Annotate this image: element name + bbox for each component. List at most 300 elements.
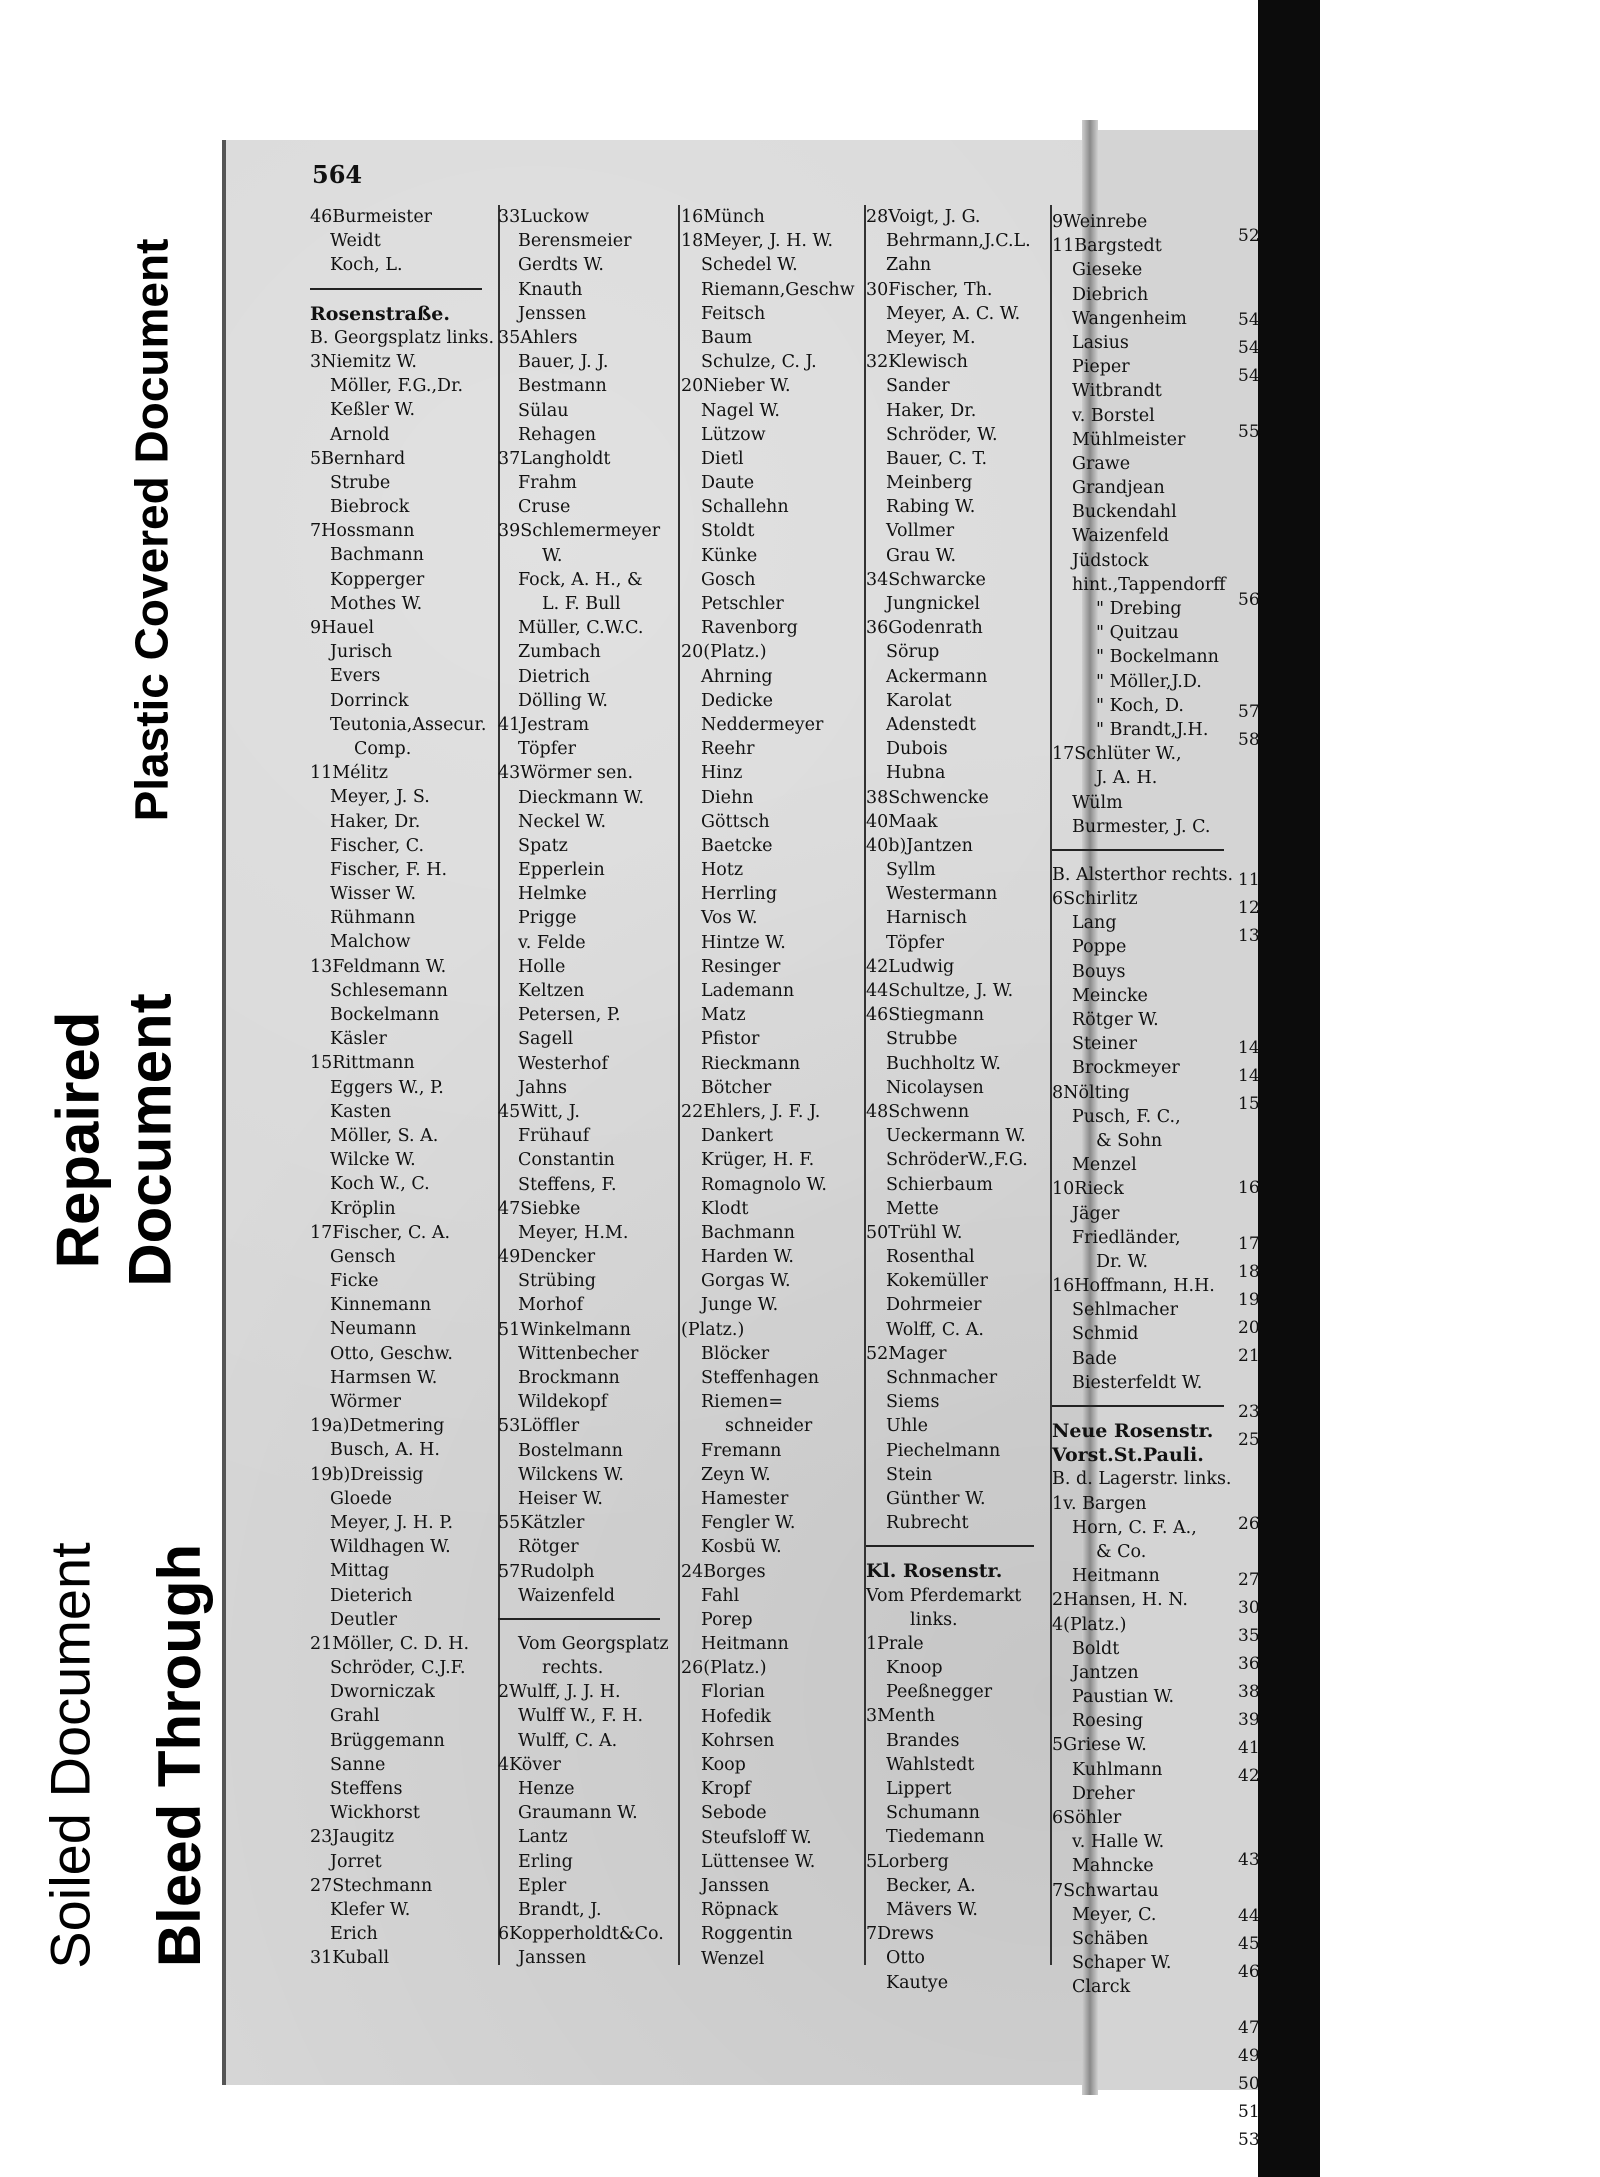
directory-entry: 5Lorberg bbox=[866, 1851, 949, 1872]
directory-entry: 3Niemitz W. bbox=[310, 351, 417, 372]
directory-entry: Herrling bbox=[701, 884, 778, 905]
directory-entry: Morhof bbox=[518, 1295, 584, 1316]
directory-entry: Töpfer bbox=[886, 932, 944, 953]
directory-entry: Heiser W. bbox=[518, 1488, 603, 1509]
stub-entry bbox=[1238, 670, 1282, 698]
directory-entry: Baum bbox=[701, 327, 753, 348]
directory-entry: Piechelmann bbox=[886, 1440, 1001, 1461]
directory-entry: Wenzel bbox=[701, 1948, 765, 1969]
directory-entry: 27Stechmann bbox=[310, 1875, 433, 1896]
directory-entry: Burmester, J. C. bbox=[1072, 816, 1211, 837]
stub-entry: 36 bbox=[1238, 1654, 1260, 1674]
directory-entry: 16Hoffmann, H.H. bbox=[1052, 1276, 1215, 1297]
directory-entry: Wickhorst bbox=[330, 1803, 420, 1824]
stub-entry bbox=[1238, 1202, 1282, 1230]
directory-entry: Brandt, J. bbox=[518, 1899, 602, 1920]
soiled-document-text: Soiled Document bbox=[38, 1541, 102, 1969]
directory-entry: Schedel W. bbox=[701, 255, 798, 276]
directory-entry: links. bbox=[910, 1609, 958, 1630]
directory-entry: 33Luckow bbox=[498, 207, 590, 227]
directory-entry: Hofedik bbox=[701, 1706, 772, 1727]
stub-entry bbox=[1238, 1118, 1282, 1146]
stub-entry bbox=[1238, 782, 1282, 810]
stub-entry: 43 bbox=[1238, 1850, 1260, 1870]
directory-entry: Kohrsen bbox=[701, 1730, 775, 1751]
directory-entry: Sülau bbox=[518, 400, 569, 421]
directory-entry: Bestmann bbox=[518, 376, 607, 397]
directory-entry: Jantzen bbox=[1072, 1662, 1139, 1683]
plastic-covered-label bbox=[96, 180, 206, 880]
directory-entry: Mahncke bbox=[1072, 1856, 1154, 1877]
directory-entry: Pusch, F. C., bbox=[1072, 1106, 1181, 1127]
directory-entry: Rabing W. bbox=[886, 497, 976, 518]
directory-entry: 15Rittmann bbox=[310, 1053, 415, 1074]
directory-entry: Wolff, C. A. bbox=[886, 1319, 984, 1340]
directory-entry: 49Dencker bbox=[498, 1247, 596, 1268]
stub-entry bbox=[1238, 1538, 1282, 1566]
directory-entry: 9Hauel bbox=[310, 618, 375, 638]
directory-entry: Bachmann bbox=[330, 545, 424, 566]
directory-entry: Janssen bbox=[518, 1948, 587, 1969]
directory-entry: Westermann bbox=[886, 884, 998, 905]
directory-entry: Riemen= bbox=[701, 1392, 784, 1413]
stub-entry: 27 bbox=[1238, 1570, 1260, 1590]
directory-entry: Brockmeyer bbox=[1072, 1058, 1180, 1079]
directory-entry: Sörup bbox=[886, 642, 940, 663]
directory-entry: Biebrock bbox=[330, 497, 410, 518]
stub-entry: 14 bbox=[1238, 1066, 1260, 1086]
directory-entry: 55Kätzler bbox=[498, 1513, 585, 1534]
stub-entry bbox=[1238, 502, 1282, 530]
directory-entry: Jorret bbox=[330, 1851, 382, 1872]
directory-entry: Stoldt bbox=[701, 521, 755, 542]
directory-entry: 3Menth bbox=[866, 1706, 935, 1727]
directory-entry: 52Mager bbox=[866, 1343, 947, 1364]
directory-entry: 26(Platz.) bbox=[681, 1658, 767, 1679]
directory-entry: v. Halle W. bbox=[1072, 1832, 1165, 1853]
directory-entry: Pieper bbox=[1072, 357, 1130, 378]
directory-entry: 44Schultze, J. W. bbox=[866, 981, 1014, 1001]
stub-entry bbox=[1238, 642, 1282, 670]
directory-entry: Steiner bbox=[1072, 1034, 1137, 1055]
stub-entry: 15 bbox=[1238, 1094, 1260, 1114]
directory-entry: " Bockelmann bbox=[1096, 647, 1219, 668]
directory-entry: Junge W. bbox=[701, 1295, 779, 1316]
directory-entry: Lippert bbox=[886, 1779, 952, 1799]
directory-entry: 13Feldmann W. bbox=[310, 956, 447, 977]
directory-entry: Schallehn bbox=[701, 497, 789, 518]
directory-entry: 2Wulff, J. J. H. bbox=[498, 1682, 621, 1703]
directory-entry: 6Söhler bbox=[1052, 1808, 1122, 1828]
stub-entry bbox=[1238, 1454, 1282, 1482]
directory-entry: Mävers W. bbox=[886, 1899, 978, 1920]
directory-entry: Meyer, M. bbox=[886, 327, 976, 348]
stub-entry: 30 bbox=[1238, 1598, 1260, 1618]
directory-entry: Baetcke bbox=[701, 835, 773, 856]
directory-entry: Feitsch bbox=[701, 303, 766, 324]
directory-entry: Künke bbox=[701, 545, 758, 566]
directory-entry: Lang bbox=[1072, 913, 1117, 934]
directory-entry: Günther W. bbox=[886, 1488, 986, 1509]
directory-entry: Wilcke W. bbox=[330, 1150, 416, 1171]
stub-entry bbox=[1238, 1146, 1282, 1174]
directory-entry: Lützow bbox=[701, 424, 766, 445]
directory-entry: Buckendahl bbox=[1072, 502, 1177, 523]
directory-entry: Dietrich bbox=[518, 666, 591, 687]
directory-entry: Teutonia,Assecur. bbox=[330, 714, 487, 735]
directory-entry: Grahl bbox=[330, 1706, 380, 1727]
directory-entry: 39Schlemermeyer bbox=[498, 521, 661, 542]
stub-entry bbox=[1238, 390, 1282, 418]
directory-entry: Haker, Dr. bbox=[886, 400, 977, 421]
directory-entry: Meyer, A. C. W. bbox=[886, 303, 1021, 324]
stub-entry: 18 bbox=[1238, 1262, 1260, 1282]
directory-entry: Lademann bbox=[701, 981, 795, 1001]
stub-entry bbox=[1238, 278, 1282, 306]
directory-entry: Gosch bbox=[701, 569, 756, 590]
directory-entry: Jüdstock bbox=[1072, 550, 1149, 571]
directory-entry: Daute bbox=[701, 473, 755, 494]
directory-entry: Epler bbox=[518, 1875, 567, 1896]
directory-entry: Frahm bbox=[518, 473, 577, 494]
directory-entry: Cruse bbox=[518, 497, 571, 518]
stub-entry bbox=[1238, 558, 1282, 586]
directory-entry: Kokemüller bbox=[886, 1271, 988, 1292]
directory-entry: Göttsch bbox=[701, 811, 770, 832]
directory-entry: Meyer, J. H. P. bbox=[330, 1512, 454, 1533]
directory-entry: Janssen bbox=[701, 1875, 770, 1896]
stub-entry: 16 bbox=[1238, 1178, 1260, 1198]
directory-entry: Wittenbecher bbox=[518, 1343, 639, 1364]
directory-entry: Rosenthal bbox=[886, 1247, 975, 1268]
directory-entry: 11Mélitz bbox=[310, 763, 388, 784]
directory-entry: Boldt bbox=[1072, 1638, 1120, 1659]
directory-column-4 bbox=[866, 205, 1052, 1995]
directory-entry: 45Witt, J. bbox=[498, 1101, 580, 1122]
directory-entry: Jäger bbox=[1072, 1203, 1120, 1224]
directory-entry: Mittag bbox=[330, 1561, 390, 1582]
directory-entry: 51Winkelmann bbox=[498, 1319, 631, 1340]
directory-entry: Ackermann bbox=[886, 666, 988, 687]
directory-entry: Lantz bbox=[518, 1827, 568, 1848]
directory-entry: Knoop bbox=[886, 1658, 943, 1679]
directory-entry: 28Voigt, J. G. bbox=[866, 207, 981, 227]
directory-entry: Schulze, C. J. bbox=[701, 352, 817, 373]
directory-entry: Haker, Dr. bbox=[330, 811, 421, 832]
directory-entry: 41Jestram bbox=[498, 714, 590, 735]
stub-entry: 54 bbox=[1238, 366, 1260, 386]
directory-entry: Bostelmann bbox=[518, 1440, 623, 1461]
directory-entry: Bauer, J. J. bbox=[518, 352, 609, 373]
directory-entry: " Koch, D. bbox=[1096, 695, 1184, 716]
directory-entry: Rehagen bbox=[518, 424, 597, 445]
directory-entry: Schröder, C.J.F. bbox=[330, 1658, 466, 1679]
facing-page-stub bbox=[1238, 222, 1282, 2154]
stub-entry bbox=[1238, 838, 1282, 866]
directory-entry: Jenssen bbox=[518, 303, 587, 324]
directory-entry: Harmsen W. bbox=[330, 1367, 438, 1388]
directory-entry: Florian bbox=[701, 1682, 765, 1703]
directory-entry: v. Felde bbox=[518, 932, 586, 953]
section-rule bbox=[498, 1618, 660, 1632]
directory-entry: Sagell bbox=[518, 1029, 574, 1050]
column-divider bbox=[678, 205, 680, 1965]
stub-entry bbox=[1238, 446, 1282, 474]
directory-column-3 bbox=[681, 205, 864, 1971]
directory-entry: Busch, A. H. bbox=[330, 1440, 440, 1461]
directory-entry: Dr. W. bbox=[1096, 1251, 1149, 1272]
directory-entry: Kropf bbox=[701, 1779, 751, 1800]
directory-entry: Meyer, J. S. bbox=[330, 787, 430, 808]
directory-entry: Ueckermann W. bbox=[886, 1126, 1026, 1147]
directory-entry: 43Wörmer sen. bbox=[498, 763, 634, 784]
directory-entry: Petschler bbox=[701, 594, 784, 614]
directory-entry: Ficke bbox=[330, 1271, 379, 1292]
directory-entry: Wisser W. bbox=[330, 884, 417, 905]
directory-entry: Vorst.St.Pauli. bbox=[1052, 1444, 1204, 1467]
directory-entry: Dieterich bbox=[330, 1585, 413, 1606]
stub-entry: 49 bbox=[1238, 2046, 1260, 2066]
directory-entry: 6Kopperholdt&Co. bbox=[498, 1924, 664, 1945]
directory-entry: 47Siebke bbox=[498, 1198, 581, 1219]
directory-entry: Kinnemann bbox=[330, 1295, 432, 1316]
directory-entry: Müller, C.W.C. bbox=[518, 618, 644, 639]
directory-entry: 4(Platz.) bbox=[1052, 1614, 1127, 1635]
directory-entry: & Sohn bbox=[1096, 1130, 1163, 1151]
stub-entry: 20 bbox=[1238, 1318, 1260, 1338]
stub-entry: 13 bbox=[1238, 926, 1260, 946]
directory-entry: Fremann bbox=[701, 1440, 782, 1461]
directory-entry: Sebode bbox=[701, 1803, 767, 1824]
directory-entry: Westerhof bbox=[518, 1053, 608, 1074]
directory-entry: Meyer, C. bbox=[1072, 1904, 1157, 1925]
stub-entry: 45 bbox=[1238, 1934, 1260, 1954]
directory-entry: Töpfer bbox=[518, 739, 576, 760]
directory-entry: 5Bernhard bbox=[310, 448, 406, 469]
directory-entry: Clarck bbox=[1072, 1977, 1131, 1998]
directory-entry: Bockelmann bbox=[330, 1005, 440, 1025]
directory-entry: Möller, F.G.,Dr. bbox=[330, 376, 464, 397]
directory-entry: Witbrandt bbox=[1072, 381, 1162, 402]
directory-entry: Wildekopf bbox=[518, 1392, 608, 1413]
directory-entry: Koop bbox=[701, 1755, 746, 1775]
stub-entry: 47 bbox=[1238, 2018, 1260, 2038]
stub-entry: 56 bbox=[1238, 590, 1260, 610]
stub-entry: 23 bbox=[1238, 1402, 1260, 1422]
directory-entry: Schumann bbox=[886, 1803, 980, 1824]
stub-entry: 52 bbox=[1238, 226, 1260, 246]
directory-entry: Otto bbox=[886, 1948, 925, 1969]
stub-entry: 57 bbox=[1238, 702, 1260, 722]
directory-entry: Dohrmeier bbox=[886, 1295, 982, 1316]
directory-entry: Hotz bbox=[701, 860, 744, 881]
directory-entry: Friedländer, bbox=[1072, 1227, 1181, 1248]
directory-entry: Menzel bbox=[1072, 1155, 1137, 1176]
directory-entry: Graumann W. bbox=[518, 1803, 638, 1824]
directory-entry: Comp. bbox=[354, 738, 412, 759]
stub-entry bbox=[1238, 1370, 1282, 1398]
directory-entry: Meyer, H.M. bbox=[518, 1222, 629, 1243]
directory-entry: Strubbe bbox=[886, 1029, 958, 1050]
directory-entry: Keltzen bbox=[518, 981, 585, 1001]
stub-entry: 54 bbox=[1238, 338, 1260, 358]
directory-entry: Jurisch bbox=[330, 642, 393, 663]
directory-entry: B. Georgsplatz links. bbox=[310, 327, 495, 348]
directory-entry: Brockmann bbox=[518, 1368, 620, 1388]
stub-entry: 21 bbox=[1238, 1346, 1260, 1366]
directory-entry: 1Prale bbox=[866, 1633, 924, 1654]
directory-entry: 35Ahlers bbox=[498, 327, 578, 348]
directory-entry: Peeßnegger bbox=[886, 1682, 993, 1703]
directory-entry: Matz bbox=[701, 1005, 746, 1026]
stub-entry: 55 bbox=[1238, 422, 1260, 442]
directory-column-2 bbox=[498, 205, 678, 1971]
stub-entry: 41 bbox=[1238, 1738, 1260, 1758]
directory-entry: Fischer, F. H. bbox=[330, 859, 448, 880]
directory-entry: Grandjean bbox=[1072, 478, 1165, 499]
directory-entry: Uhle bbox=[886, 1416, 928, 1437]
directory-entry: Heitmann bbox=[701, 1634, 789, 1655]
stub-entry: 25 bbox=[1238, 1430, 1260, 1450]
directory-entry: 7Drews bbox=[866, 1924, 934, 1945]
directory-entry: " Möller,J.D. bbox=[1096, 671, 1202, 692]
directory-entry: Vos W. bbox=[701, 908, 758, 929]
directory-entry: Meinberg bbox=[886, 473, 973, 494]
directory-entry: Poppe bbox=[1072, 937, 1127, 958]
directory-entry: 18Meyer, J. H. W. bbox=[681, 231, 834, 252]
directory-entry: Wildhagen W. bbox=[330, 1537, 451, 1558]
directory-entry: Biesterfeldt W. bbox=[1072, 1372, 1203, 1393]
stub-entry: 17 bbox=[1238, 1234, 1260, 1254]
directory-entry: Bouys bbox=[1072, 961, 1126, 982]
directory-entry: rechts. bbox=[542, 1658, 604, 1679]
directory-entry: Gloede bbox=[330, 1488, 393, 1509]
directory-entry: 11Bargstedt bbox=[1052, 236, 1162, 257]
directory-entry: Fahl bbox=[701, 1585, 740, 1606]
directory-entry: Reehr bbox=[701, 739, 755, 760]
directory-entry: Resinger bbox=[701, 956, 781, 977]
directory-entry: 19b)Dreissig bbox=[310, 1464, 424, 1485]
directory-entry: Buchholtz W. bbox=[886, 1053, 1001, 1074]
directory-entry: Knauth bbox=[518, 279, 583, 300]
directory-entry: Gieseke bbox=[1072, 260, 1143, 281]
directory-entry: Wörmer bbox=[330, 1392, 402, 1412]
directory-entry: Möller, S. A. bbox=[330, 1125, 439, 1146]
directory-entry: Strübing bbox=[518, 1271, 596, 1292]
directory-entry: Eggers W., P. bbox=[330, 1077, 444, 1098]
directory-entry: Sehlmacher bbox=[1072, 1300, 1179, 1321]
directory-entry: Brüggemann bbox=[330, 1730, 445, 1751]
directory-entry: Henze bbox=[518, 1779, 575, 1799]
directory-entry: Heitmann bbox=[1072, 1566, 1160, 1587]
directory-entry: Schröder, W. bbox=[886, 424, 998, 445]
directory-entry: 16Münch bbox=[681, 207, 765, 227]
stub-entry: 11 bbox=[1238, 870, 1260, 890]
directory-entry: Dietl bbox=[701, 448, 744, 469]
directory-entry: 17Fischer, C. A. bbox=[310, 1222, 451, 1243]
directory-entry: Fischer, C. bbox=[330, 835, 425, 856]
directory-entry: 19a)Detmering bbox=[310, 1416, 445, 1437]
directory-entry: Dubois bbox=[886, 739, 948, 760]
stub-entry: 44 bbox=[1238, 1906, 1260, 1926]
directory-entry: Lüttensee W. bbox=[701, 1851, 816, 1872]
directory-entry: Frühauf bbox=[518, 1126, 590, 1147]
directory-entry: Blöcker bbox=[701, 1343, 770, 1364]
stub-entry bbox=[1238, 1006, 1282, 1034]
directory-entry: Lasius bbox=[1072, 332, 1129, 353]
directory-entry: Sander bbox=[886, 376, 950, 397]
stub-entry: 38 bbox=[1238, 1682, 1260, 1702]
directory-entry: & Co. bbox=[1096, 1541, 1147, 1562]
directory-entry: " Drebing bbox=[1096, 599, 1182, 619]
plastic-covered-text: Plastic Covered Document bbox=[125, 238, 177, 822]
directory-entry: Strube bbox=[330, 472, 391, 493]
repaired-document-label bbox=[20, 860, 210, 1420]
directory-column-1 bbox=[310, 205, 500, 1971]
directory-entry: Roggentin bbox=[701, 1924, 793, 1945]
directory-entry: Syllm bbox=[886, 860, 936, 881]
directory-entry: Krüger, H. F. bbox=[701, 1150, 815, 1171]
directory-entry: Mothes W. bbox=[330, 593, 423, 614]
section-rule bbox=[1052, 849, 1224, 863]
stub-entry: 19 bbox=[1238, 1290, 1260, 1310]
directory-entry: Waizenfeld bbox=[1072, 526, 1169, 547]
directory-entry: Steffens bbox=[330, 1779, 403, 1799]
directory-entry: 53Löffler bbox=[498, 1416, 580, 1437]
directory-entry: Wülm bbox=[1072, 792, 1123, 813]
directory-entry: 10Rieck bbox=[1052, 1179, 1124, 1200]
directory-entry: Rötger W. bbox=[1072, 1010, 1159, 1030]
stub-entry: 42 bbox=[1238, 1766, 1260, 1786]
directory-entry: Neue Rosenstr. bbox=[1052, 1420, 1214, 1442]
directory-entry: J. A. H. bbox=[1096, 768, 1158, 789]
directory-entry: Prigge bbox=[518, 908, 577, 929]
directory-entry: Schaper W. bbox=[1072, 1953, 1172, 1974]
directory-entry: Kosbü W. bbox=[701, 1537, 782, 1558]
directory-entry: Hintze W. bbox=[701, 932, 786, 953]
section-rule bbox=[310, 288, 482, 302]
directory-entry: Ahrning bbox=[701, 666, 773, 687]
directory-entry: Schlesemann bbox=[330, 980, 448, 1001]
directory-entry: Petersen, P. bbox=[518, 1005, 621, 1026]
directory-entry: Bötcher bbox=[701, 1077, 772, 1098]
directory-entry: 7Schwartau bbox=[1052, 1880, 1159, 1901]
directory-entry: (Platz.) bbox=[681, 1319, 745, 1340]
directory-entry: Steffens, F. bbox=[518, 1174, 617, 1195]
directory-entry: Nagel W. bbox=[701, 400, 780, 421]
directory-entry: Neumann bbox=[330, 1319, 417, 1340]
directory-entry: Gensch bbox=[330, 1246, 396, 1267]
directory-entry: Berensmeier bbox=[518, 231, 632, 252]
directory-entry: 9Weinrebe bbox=[1052, 212, 1148, 232]
directory-entry: Pfistor bbox=[701, 1029, 760, 1050]
directory-entry: Hubna bbox=[886, 763, 946, 784]
directory-entry: Romagnolo W. bbox=[701, 1174, 827, 1195]
directory-entry: " Quitzau bbox=[1096, 623, 1179, 644]
directory-entry: Jahns bbox=[518, 1077, 567, 1098]
directory-entry: Behrmann,J.C.L. bbox=[886, 231, 1031, 252]
directory-entry: 50Trühl W. bbox=[866, 1222, 963, 1243]
directory-entry: 5Griese W. bbox=[1052, 1735, 1147, 1756]
directory-entry: 48Schwenn bbox=[866, 1101, 970, 1122]
directory-entry: Dölling W. bbox=[518, 690, 608, 711]
directory-entry: Wulff, C. A. bbox=[518, 1730, 618, 1751]
directory-entry: Steffenhagen bbox=[701, 1368, 819, 1388]
directory-entry: Rubrecht bbox=[886, 1513, 969, 1534]
section-rule bbox=[1052, 1405, 1224, 1419]
directory-entry: 46Stiegmann bbox=[866, 1005, 985, 1026]
directory-entry: Harnisch bbox=[886, 908, 967, 929]
